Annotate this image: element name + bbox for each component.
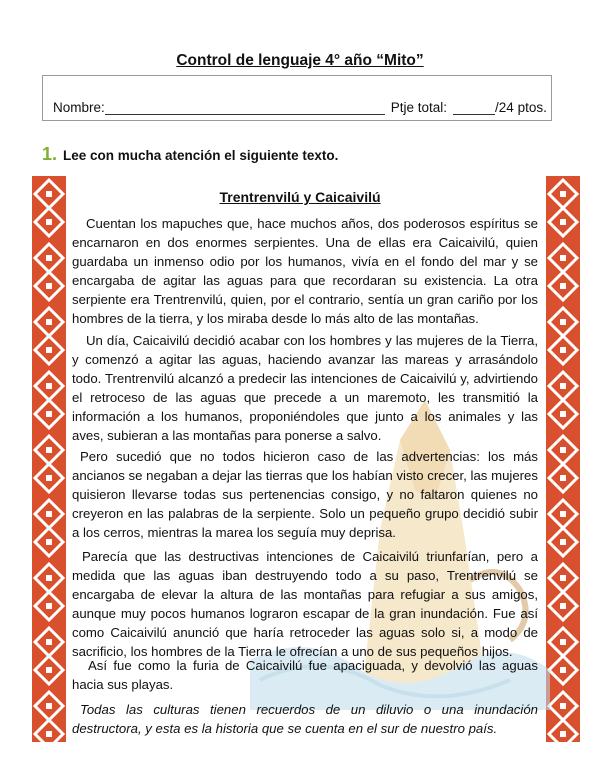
story-paragraph: Pero sucedió que no todos hicieron caso de las advertencias: los más ancianos se negaban a dejar las tierras que los habían visto crecer, las mujeres quisieron llevarse todas sus pertenencias consigo, y no faltaron quienes no creyeron en las palabras de la serpiente. Solo un pequeño grupo decidió subir a los cerros, mientras la marea los seguía muy deprisa.: [72, 449, 538, 540]
story-paragraph: Parecía que las destructivas intenciones de Caicaivilú triunfarían, pero a medida que las aguas iban destruyendo todo a su paso, Trentrenvilú se encargaba de elevar la altura de las montañas para refugiar a sus amigos, aunque muy pocos humanos lograron escapar de la gran inundación. Fue así como Caicaivilú anunció que haría retroceder las aguas solo si, a modo de sacrificio, los hombres de la Tierra le ofrecían a uno de sus pequeños hijos.: [72, 549, 538, 659]
question-number: 1.: [42, 144, 58, 164]
name-label: Nombre:: [53, 100, 105, 115]
name-field[interactable]: [105, 100, 385, 115]
story-closing-note: Todas las culturas tienen recuerdos de un diluvio o una inundación destructora, y esta es la historia que se cuenta en el sur de nuestro país.: [72, 702, 538, 736]
score-label: Ptje total:: [390, 100, 448, 115]
question-instruction: Lee con mucha atención el siguiente texto.: [63, 148, 339, 163]
story-paragraph: Cuentan los mapuches que, hace muchos años, dos poderosos espíritus se encarnaron en dos enormes serpientes. Una de ellas era Caicaivilú, quien guardaba un inmenso odio por los humanos, vivía en el fondo del mar y se encargaba de agitar las aguas para que recordaran su existencia. La otra serpiente era Trentrenvilú, quien, por el contrario, sentía un gran cariño por los hombres de la tierra, y los miraba desde lo más alto de las montañas.: [72, 216, 538, 326]
question-1: [42, 144, 338, 165]
story-paragraph: Así fue como la furia de Caicaivilú fue apaciguada, y devolvió las aguas hacia sus playas.: [72, 658, 538, 692]
score-field[interactable]: [453, 100, 495, 115]
story-title: Trentrenvilú y Caicaivilú: [219, 189, 381, 205]
page-title: Control de lenguaje 4° año “Mito”: [176, 52, 424, 69]
story-paragraph: Un día, Caicaivilú decidió acabar con los hombres y las mujeres de la Tierra, y comenzó a agitar las aguas, haciendo avanzar las mareas y arrasándolo todo. Trentrenvilú alcanzó a predecir las intenciones de Caicaivilú y, advirtiendo el retroceso de las aguas que precede a un maremoto, les transmitió la información a los humanos, proponiéndoles que junto a los animales y las aves, subieran a las montañas para ponerse a salvo.: [72, 333, 538, 443]
student-info-box: [42, 75, 552, 121]
score-total: /24 ptos.: [495, 100, 547, 115]
left-decorative-border: [29, 176, 69, 742]
student-info-row: [53, 100, 547, 115]
